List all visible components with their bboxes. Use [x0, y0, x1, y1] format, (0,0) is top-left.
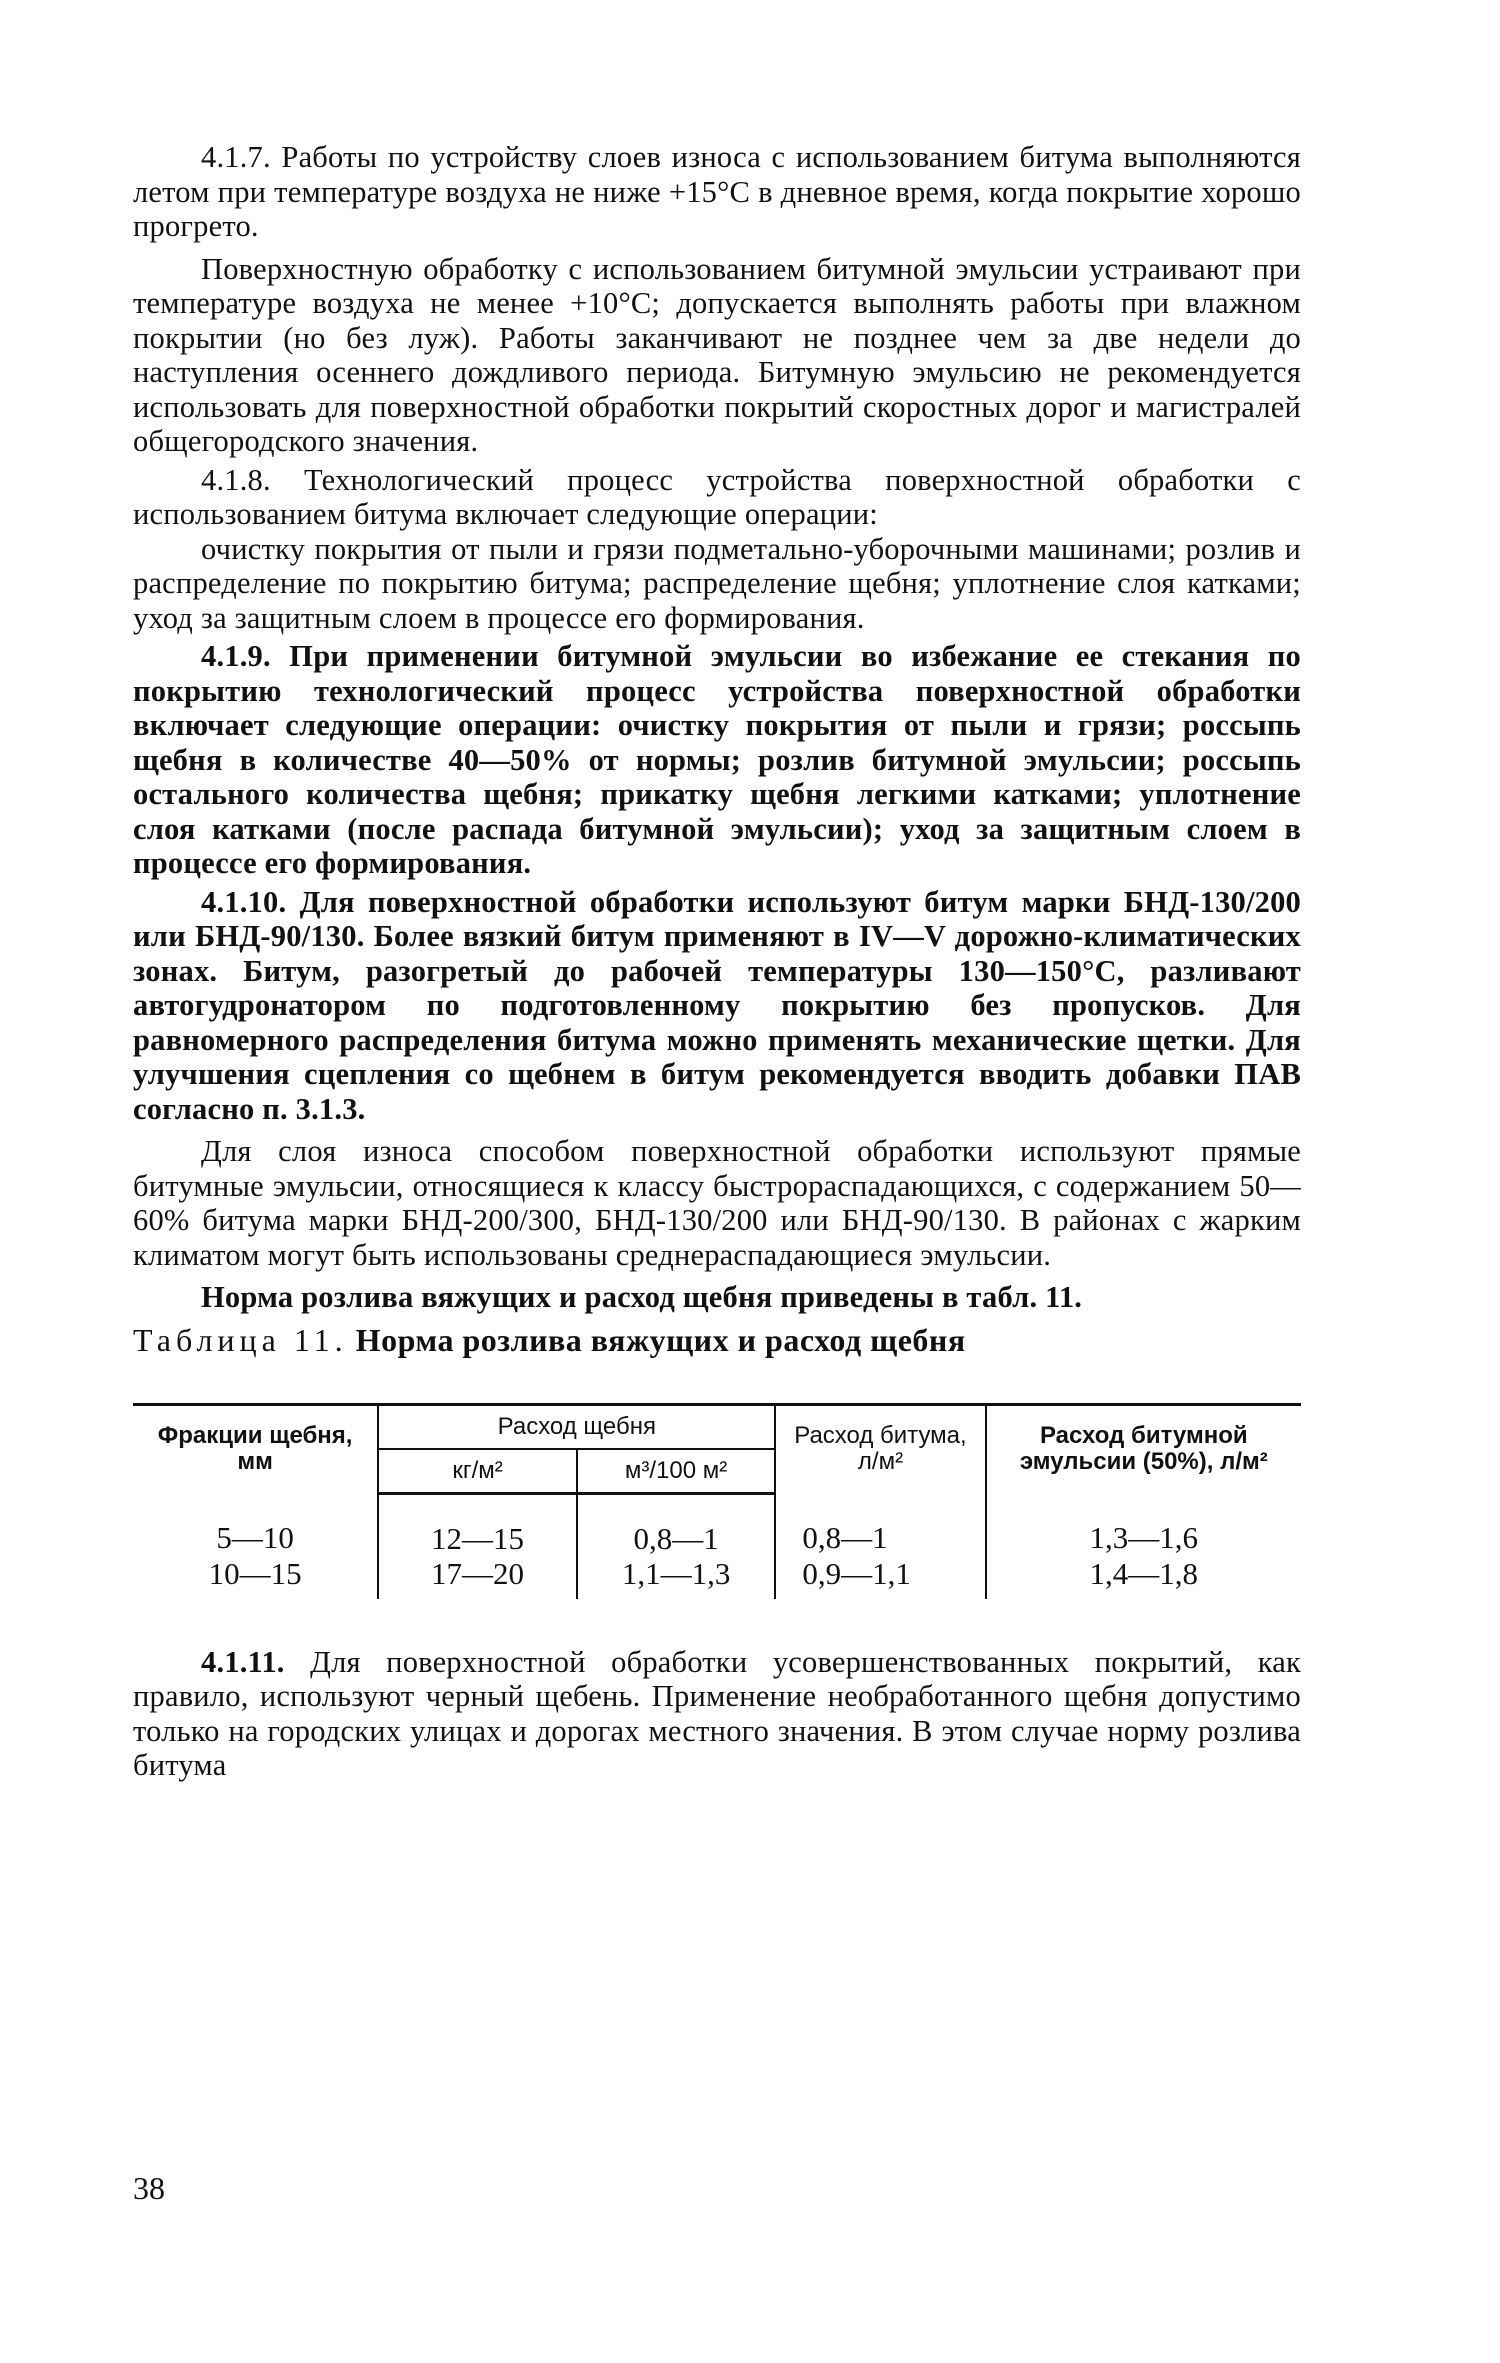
page-number: 38 — [133, 2170, 165, 2206]
cell-bitumen: 0,8—1 — [775, 1493, 985, 1556]
clause-number: 4.1.10. — [201, 884, 287, 919]
table-caption-title: Норма розлива вяжущих и расход щебня — [355, 1321, 966, 1358]
page-content — [133, 140, 1301, 1783]
paragraph-text: Поверхностную обработку с использованием битумной эмульсии устраивают при температуре воздуха не менее +10°С; допускается выполнять работы при влажном покрытии (но без луж). Работы заканчивают не позднее чем за две недели до наступления осеннего дождливого периода. Битумную эмульсию не рекомендуется использовать для поверхностной обработки покрытий скоростных дорог и магистралей общегородского значения. — [133, 251, 1301, 458]
paragraph-emulsion-types — [133, 1134, 1301, 1272]
paragraph-4-1-10 — [133, 885, 1301, 1127]
clause-number: 4.1.9. — [201, 639, 271, 673]
binder-gravel-table — [133, 1403, 1301, 1599]
paragraph-table-reference — [133, 1280, 1301, 1315]
header-bitumen: Расход битума, л/м² — [775, 1404, 985, 1493]
cell-fraction: 5—10 — [216, 1519, 294, 1555]
paragraph-text: Для поверхностной обработки используют битум марки БНД-130/200 или БНД-90/130. Более вязкий битум применяют в IV—V дорожно-климатических зонах. Битум, разогретый до рабочей температуры 130—150°С, разливают автогудронатором по подготовленному покрытию без пропусков. Для равномерного распределения битума можно применять механические щетки. Для улучшения сцепления со щебнем в битум рекомендуется вводить добавки ПАВ согласно п. 3.1.3. — [133, 884, 1302, 1126]
cell-emulsion: 1,4—1,8 — [986, 1556, 1301, 1599]
table-caption-label: Таблица 11. — [133, 1321, 348, 1358]
cell-kg: 12—15 — [378, 1493, 577, 1556]
paragraph-text: Для слоя износа способом поверхностной обработки используют прямые битумные эмульсии, относящиеся к классу быстрораспадающихся, с содержанием 50—60% битума марки БНД-200/300, БНД-130/200 или БНД-90/130. В районах с жарким климатом могут быть использованы среднераспадающиеся эмульсии. — [133, 1134, 1301, 1272]
paragraph-text: При применении битумной эмульсии во избежание ее стекания по покрытию технологический процесс устройства поверхностной обработки включает следующие операции: очистку покрытия от пыли и грязи; россыпь щебня в количестве 40—50% от нормы; розлив битумной эмульсии; россыпь остального количества щебня; прикатку щебня легкими катками; уплотнение слоя катками (после распада битумной эмульсии); уход за защитным слоем в процессе его формирования. — [133, 639, 1302, 880]
header-m3: м³/100 м² — [577, 1449, 776, 1494]
paragraph-4-1-7 — [133, 140, 1301, 244]
paragraph-operations-list — [133, 532, 1301, 636]
cell-kg: 17—20 — [378, 1556, 577, 1599]
clause-number: 4.1.8. — [201, 462, 271, 497]
cell-emulsion: 1,3—1,6 — [986, 1493, 1301, 1556]
table-row — [133, 1556, 1301, 1599]
clause-number: 4.1.11. — [201, 1644, 285, 1679]
paragraph-emulsion-conditions — [133, 252, 1301, 459]
paragraph-text: Для поверхностной обработки усовершенствованных покрытий, как правило, используют черный щебень. Применение необработанного щебня допустимо только на городских улицах и дорогах местного значения. В этом случае норму розлива битума — [133, 1644, 1302, 1782]
paragraph-4-1-8 — [133, 463, 1301, 532]
cell-m3: 0,8—1 — [577, 1493, 776, 1556]
header-fraction: Фракции щебня, мм — [133, 1404, 378, 1493]
header-gravel-group: Расход щебня — [378, 1404, 775, 1449]
paragraph-text: Норма розлива вяжущих и расход щебня приведены в табл. 11. — [201, 1280, 1083, 1314]
paragraph-text: Работы по устройству слоев износа с использованием битума выполняются летом при температуре воздуха не ниже +15°С в дневное время, когда покрытие хорошо прогрето. — [133, 140, 1302, 243]
paragraph-text: очистку покрытия от пыли и грязи подметально-уборочными машинами; розлив и распределение по покрытию битума; распределение щебня; уплотнение слоя катками; уход за защитным слоем в процессе его формирования. — [133, 531, 1301, 635]
paragraph-4-1-9 — [133, 639, 1301, 881]
paragraph-text: Технологический процесс устройства поверхностной обработки с использованием битума включает следующие операции: — [133, 462, 1301, 531]
cell-fraction: 10—15 — [208, 1555, 302, 1591]
table-caption — [133, 1321, 1301, 1359]
cell-bitumen: 0,9—1,1 — [775, 1556, 985, 1599]
paragraph-4-1-11 — [133, 1645, 1301, 1783]
cell-m3: 1,1—1,3 — [577, 1556, 776, 1599]
header-emulsion: Расход битумной эмульсии (50%), л/м² — [986, 1404, 1301, 1493]
clause-number: 4.1.7. — [201, 140, 271, 174]
header-kg: кг/м² — [378, 1449, 577, 1494]
table-row — [133, 1493, 1301, 1556]
